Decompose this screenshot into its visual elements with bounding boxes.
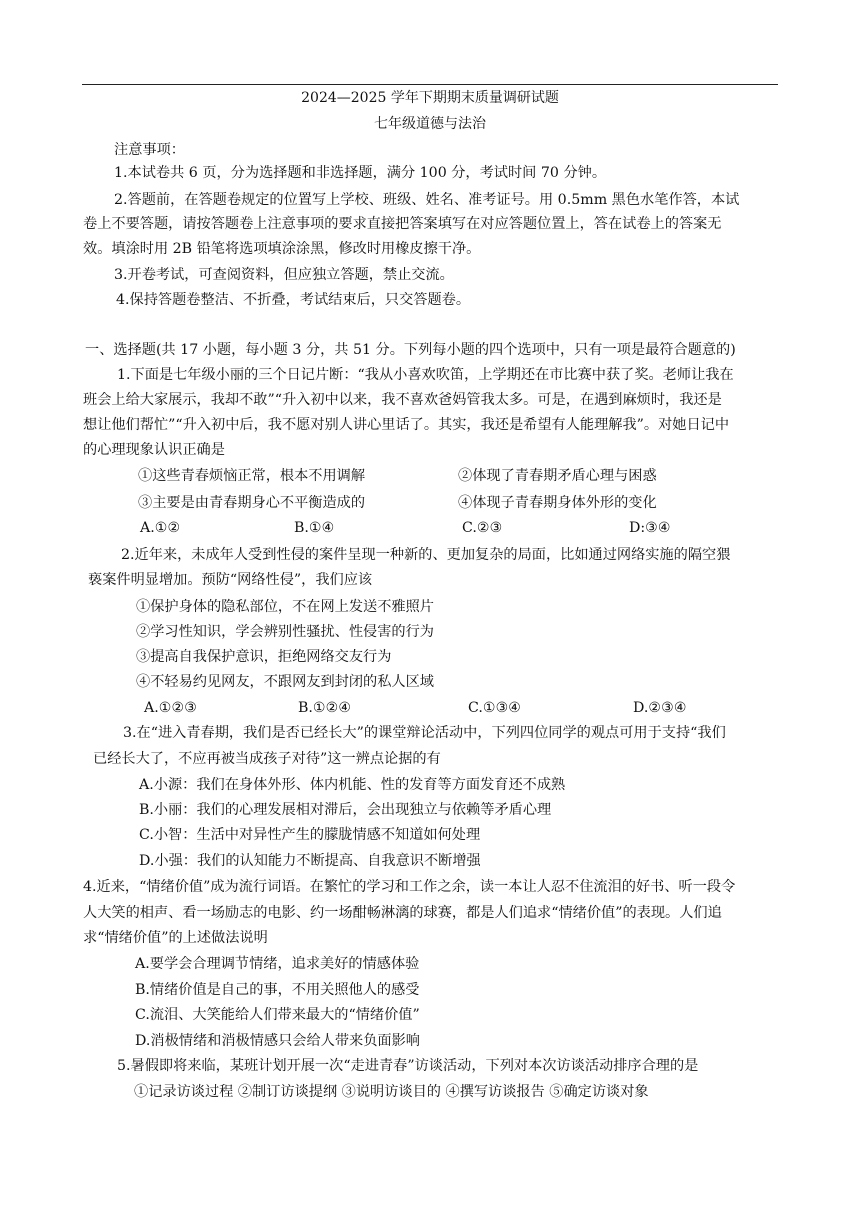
q4-option-c: C.流泪、大笑能给人们带来最大的“情绪价值” [135, 1007, 420, 1023]
q2-option-c: C.①③④ [468, 700, 522, 716]
q2-option-b: B.①②④ [298, 700, 352, 716]
q2-stem-line-2: 亵案件明显增加。预防“网络性侵”，我们应该 [88, 572, 373, 588]
q1-option-c: C.②③ [462, 520, 503, 536]
q4-stem-line-1: 4.近来，“情绪价值”成为流行词语。在繁忙的学习和工作之余，读一本让人忍不住流泪的好书、听一段令 [83, 879, 736, 895]
q2-statement-1: ①保护身体的隐私部位，不在网上发送不雅照片 [136, 599, 434, 615]
q3-option-c: C.小智：生活中对异性产生的朦胧情感不知道如何处理 [139, 827, 481, 843]
notice-item-4: 4.保持答题卷整洁、不折叠，考试结束后，只交答题卷。 [116, 292, 471, 308]
q3-stem-line-1: 3.在“进入青春期，我们是否已经长大”的课堂辩论活动中，下列四位同学的观点可用于支持“我们 [123, 725, 726, 741]
notice-heading: 注意事项： [114, 142, 185, 158]
q2-statement-4: ④不轻易约见网友，不跟网友到封闭的私人区域 [136, 674, 434, 690]
q2-statement-2: ②学习性知识，学会辨别性骚扰、性侵害的行为 [136, 624, 434, 640]
q4-option-a: A.要学会合理调节情绪，追求美好的情感体验 [135, 956, 420, 972]
q1-stem-line-4: 的心理现象认识正确是 [83, 442, 225, 458]
q3-option-a: A.小源：我们在身体外形、体内机能、性的发育等方面发育还不成熟 [139, 777, 566, 793]
q4-stem-line-2: 人大笑的相声、看一场励志的电影、约一场酣畅淋漓的球赛，都是人们追求“情绪价值”的表现。人们追 [83, 905, 722, 921]
q4-stem-line-3: 求“情绪价值”的上述做法说明 [83, 930, 268, 946]
q5-stem: 5.暑假即将来临，某班计划开展一次“走进青春”访谈活动，下列对本次访谈活动排序合理的是 [117, 1058, 699, 1074]
q2-stem-line-1: 2.近年来，未成年人受到性侵的案件呈现一种新的、更加复杂的局面，比如通过网络实施的隔空猥 [121, 547, 731, 563]
top-rule [82, 84, 778, 85]
q4-option-d: D.消极情绪和消极情感只会给人带来负面影响 [135, 1033, 420, 1049]
q1-stem-line-1: 1.下面是七年级小丽的三个日记片断：“我从小喜欢吹笛，上学期还在市比赛中获了奖。老师让我在 [117, 367, 734, 383]
exam-subtitle: 七年级道德与法治 [374, 116, 486, 132]
notice-item-3: 3.开卷考试，可查阅资料，但应独立答题，禁止交流。 [114, 267, 454, 283]
q1-stem-line-3: 想让他们帮忙”“升入初中后，我不愿对别人讲心里话了。其实，我还是希望有人能理解我”。对她日记中 [83, 417, 730, 433]
q5-items: ①记录访谈过程 ②制订访谈提纲 ③说明访谈目的 ④撰写访谈报告 ⑤确定访谈对象 [134, 1084, 649, 1100]
q1-option-a: A.①② [140, 520, 181, 536]
q3-option-b: B.小丽：我们的心理发展相对滞后，会出现独立与依赖等矛盾心理 [139, 802, 552, 818]
q1-statement-3: ③主要是由青春期身心不平衡造成的 [138, 495, 366, 511]
q1-statement-4: ④体现子青春期身体外形的变化 [458, 495, 657, 511]
notice-item-1: 1.本试卷共 6 页，分为选择题和非选择题，满分 100 分，考试时间 70 分钟。 [114, 165, 607, 181]
q3-option-d: D.小强：我们的认知能力不断提高、自我意识不断增强 [139, 853, 481, 869]
notice-item-2: 2.答题前，在答题卷规定的位置写上学校、班级、姓名、准考证号。用 0.5mm 黑色水笔作答，本试 [114, 192, 740, 208]
q2-option-a: A.①②③ [144, 700, 197, 716]
q3-stem-line-2: 已经长大了，不应再被当成孩子对待”这一辨点论据的有 [93, 751, 441, 767]
exam-title: 2024—2025 学年下期期末质量调研试题 [301, 90, 559, 106]
q1-option-b: B.①④ [294, 520, 335, 536]
notice-item-2-cont: 卷上不要答题，请按答题卷上注意事项的要求直接把答案填写在对应答题位置上，答在试卷上的答案无 [83, 216, 722, 232]
q1-stem-line-2: 班会上给大家展示，我却不敢”“升入初中以来，我不喜欢爸妈管我太多。可是，在遇到麻烦时，我还是 [83, 392, 722, 408]
q1-statement-1: ①这些青春烦恼正常，根本不用调解 [138, 468, 366, 484]
q4-option-b: B.情绪价值是自己的事，不用关照他人的感受 [135, 982, 420, 998]
notice-item-2-cont2: 效。填涂时用 2B 铅笔将选项填涂涂黑，修改时用橡皮擦干净。 [83, 241, 481, 257]
q2-statement-3: ③提高自我保护意识，拒绝网络交友行为 [136, 649, 392, 665]
q1-statement-2: ②体现了青春期矛盾心理与困惑 [458, 468, 657, 484]
q2-option-d: D.②③④ [633, 700, 687, 716]
section-heading: 一、选择题(共 17 小题，每小题 3 分，共 51 分。下列每小题的四个选项中，只有一项是最符合题意的) [85, 342, 736, 358]
q1-option-d: D:③④ [629, 520, 671, 536]
